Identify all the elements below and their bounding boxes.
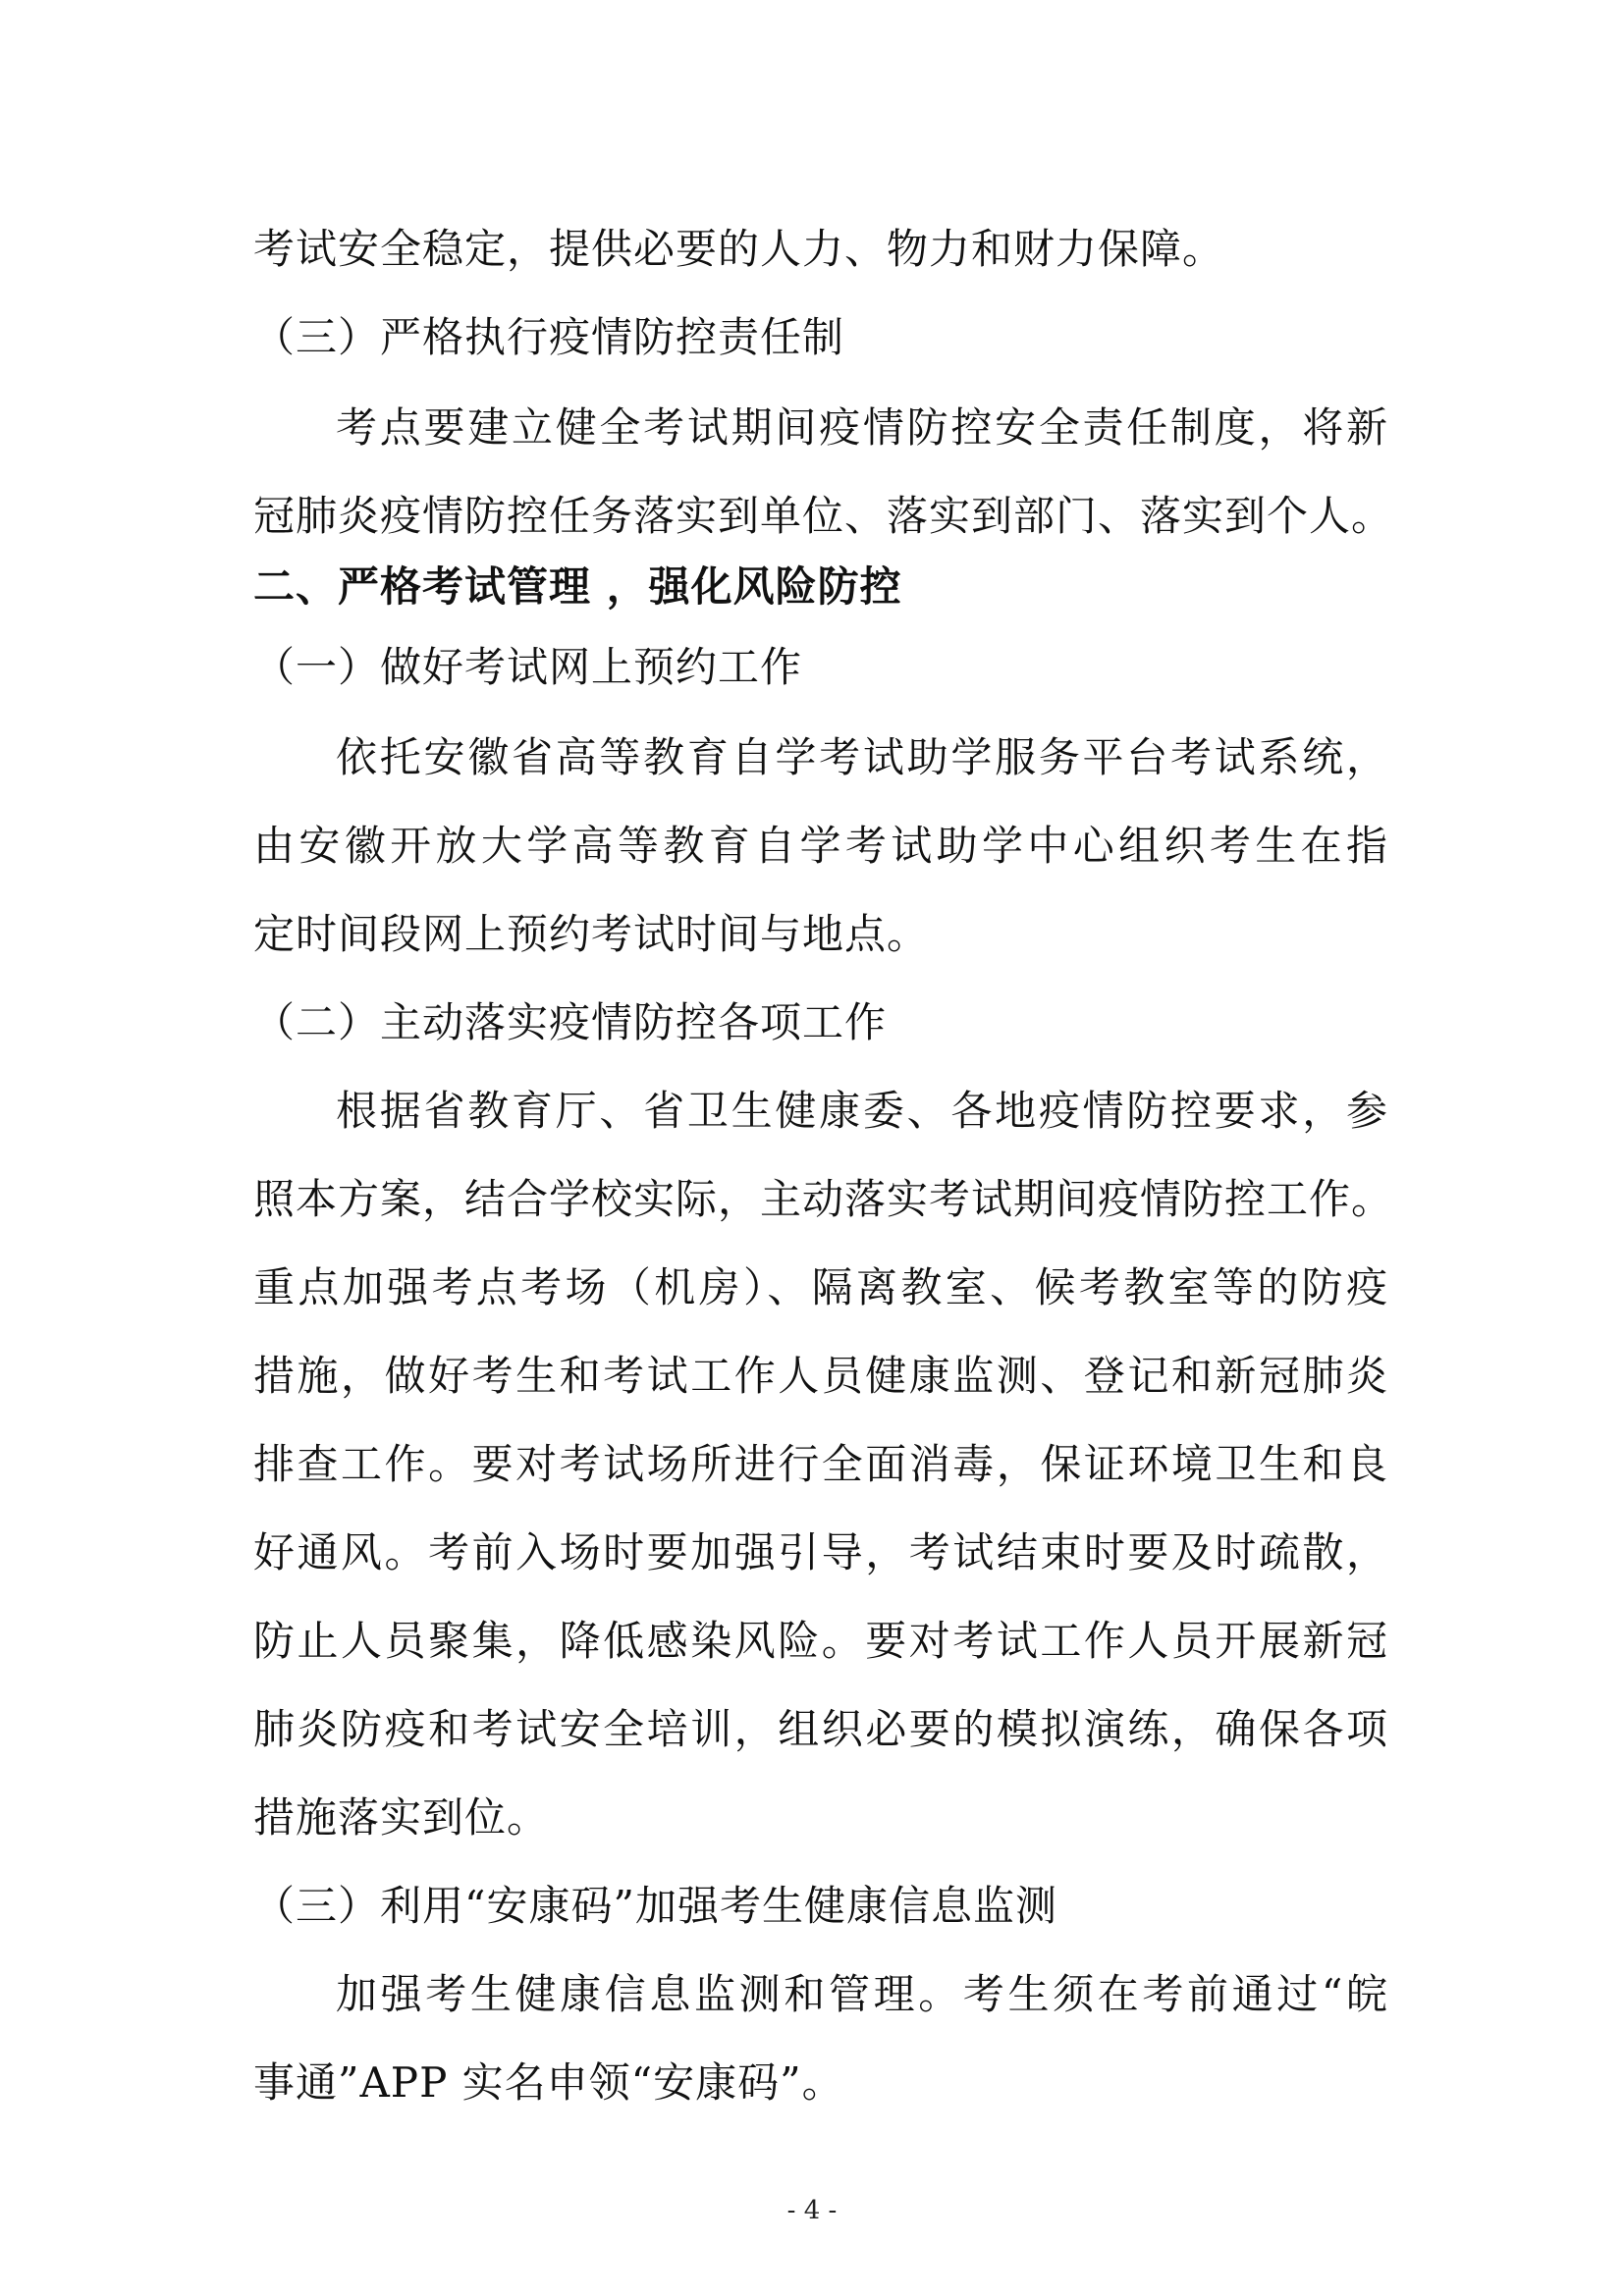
subsection-heading: （三）利用“安康码”加强考生健康信息监测 — [253, 1882, 1057, 1930]
section-heading: 二、严格考试管理 ，强化风险防控 — [253, 562, 902, 611]
paragraph-line: 依托安徽省高等教育自学考试助学服务平台考试系统， — [336, 733, 1388, 781]
paragraph-line: 考点要建立健全考试期间疫情防控安全责任制度，将新 — [336, 403, 1388, 452]
paragraph-line: 防止人员聚集，降低感染风险。要对考试工作人员开展新冠 — [253, 1617, 1388, 1665]
paragraph-line: 照本方案，结合学校实际，主动落实考试期间疫情防控工作。 — [253, 1175, 1394, 1223]
paragraph-line: 定时间段网上预约考试时间与地点。 — [253, 910, 930, 958]
paragraph-line: 排查工作。要对考试场所进行全面消毒，保证环境卫生和良 — [253, 1440, 1388, 1488]
subsection-heading: （一）做好考试网上预约工作 — [253, 643, 803, 691]
paragraph-line: 措施，做好考生和考试工作人员健康监测、登记和新冠肺炎 — [253, 1352, 1388, 1400]
paragraph-line: 加强考生健康信息监测和管理。考生须在考前通过“皖 — [336, 1970, 1388, 2018]
paragraph-line: 由安徽开放大学高等教育自学考试助学中心组织考生在指 — [253, 822, 1388, 870]
paragraph-line: 考试安全稳定，提供必要的人力、物力和财力保障。 — [253, 225, 1225, 273]
paragraph-line: 肺炎防疫和考试安全培训，组织必要的模拟演练，确保各项 — [253, 1705, 1388, 1753]
subsection-heading: （二）主动落实疫情防控各项工作 — [253, 998, 888, 1046]
paragraph-line: 事通”APP 实名申领“安康码”。 — [253, 2058, 844, 2107]
subsection-heading: （三）严格执行疫情防控责任制 — [253, 313, 845, 361]
paragraph-line: 措施落实到位。 — [253, 1793, 550, 1842]
paragraph-line: 重点加强考点考场（机房）、隔离教室、候考教室等的防疫 — [253, 1263, 1388, 1311]
paragraph-line: 根据省教育厅、省卫生健康委、各地疫情防控要求，参 — [336, 1087, 1388, 1135]
paragraph-line: 好通风。考前入场时要加强引导，考试结束时要及时疏散， — [253, 1528, 1388, 1576]
paragraph-line: 冠肺炎疫情防控任务落实到单位、落实到部门、落实到个人。 — [253, 492, 1394, 540]
page-number: - 4 - — [786, 2196, 838, 2225]
